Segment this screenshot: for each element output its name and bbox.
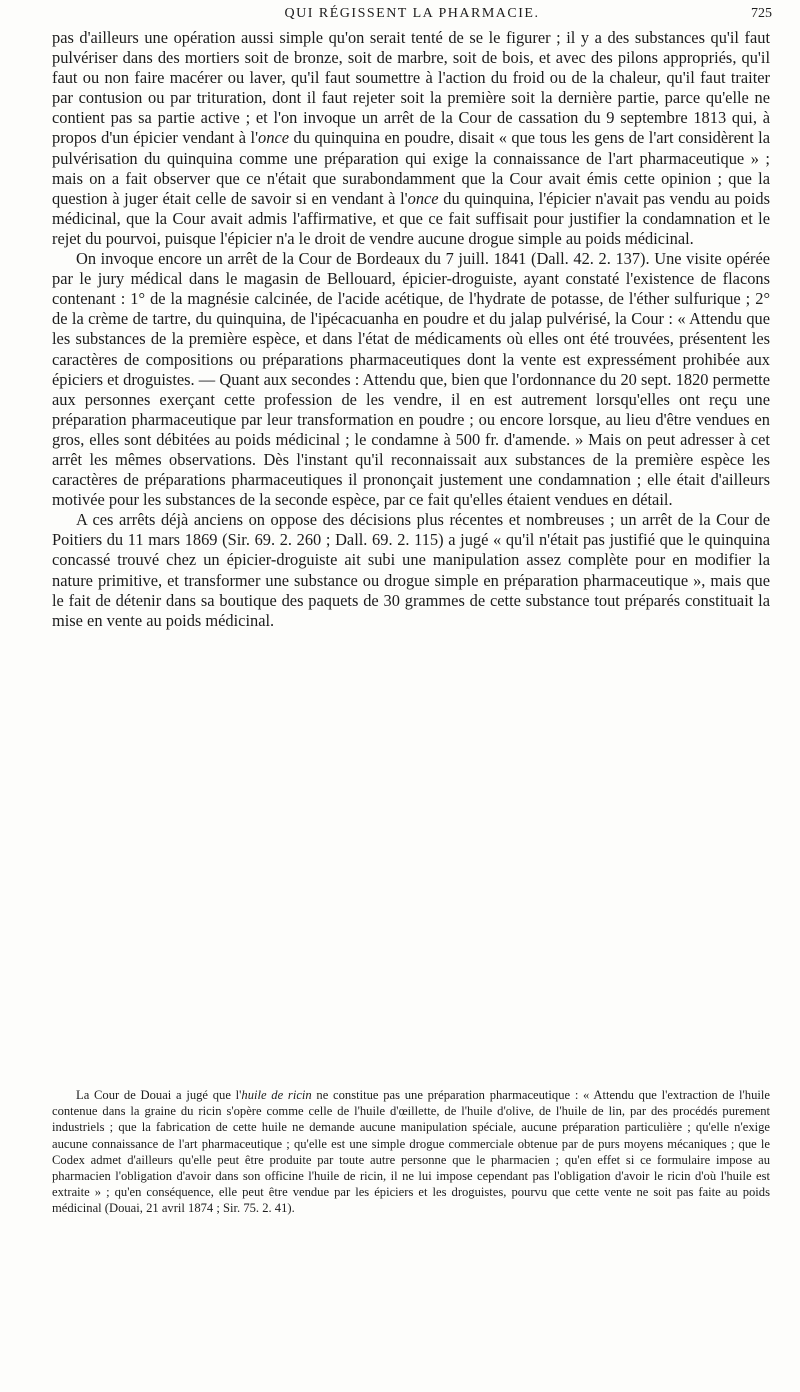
- text-run: du quinquina en poudre, disait « que tous les gens de l'art considèrent la pulvérisation du quinquina comme une préparation qui exige la connaissance de l'art pharmaceutique » ; mais on a fait observer que ce n'était que surabondamment que la Cour avait émis cette opinion ; que la question à juger était celle de savoir si en vendant à l': [52, 128, 770, 208]
- text-run: A ces arrêts déjà anciens on oppose des décisions plus récentes et nombreuses ; un arrêt de la Cour de Poitiers du 11 mars 1869 (Sir. 69. 2. 260 ; Dall. 69. 2. 115) a jugé « qu'il n'était pas justifié que le quinquina concassé trouvé chez un épicier-droguiste ait subi une manipulation assez complète pour en modifier la nature primitive, et transformer une substance ou drogue simple en préparation pharmaceutique », mais que le fait de détenir dans sa boutique des paquets de 30 grammes de cette substance tout préparés constituait la mise en vente au poids médicinal.: [52, 510, 770, 630]
- italic-term-once: once: [258, 128, 289, 148]
- paragraph-3: [52, 510, 770, 631]
- running-title: QUI RÉGISSENT LA PHARMACIE.: [284, 6, 540, 21]
- paragraph-2: [52, 249, 770, 510]
- text-run: pas d'ailleurs une opération aussi simple qu'on serait tenté de se le figurer ; il y a des substances qu'il faut pulvériser dans des mortiers soit de bronze, soit de marbre, soit de bois, et avec des pilons appropriés, qu'il faut ou non faire macérer ou laver, qu'il faut soumettre à l'action du froid ou de la chaleur, qu'il faut traiter par contusion ou par trituration, dont il faut rejeter soit la première soit la dernière partie, parce qu'elle ne contient pas sa partie active ; et l'on invoque un arrêt de la Cour de cassation du 9 septembre 1813 qui, à propos d'un épicier vendant à l': [52, 28, 770, 148]
- running-header: [52, 6, 772, 30]
- text-run: La Cour de Douai a jugé que l': [76, 1088, 242, 1102]
- footnote: [52, 1087, 770, 1217]
- italic-term-once: once: [407, 188, 439, 208]
- page-number: 725: [751, 6, 772, 21]
- text-run: du quinquina, l'épicier n'avait pas vendu au poids médicinal, que la Cour avait admis l'affirmative, et que ce fait suffisait pour justifier la condamnation et le rejet du pourvoi, puisque l'épicier n'a le droit de vendre aucune drogue simple au poids médicinal.: [52, 188, 771, 248]
- text-run: ne constitue pas une préparation pharmaceutique : « Attendu que l'extraction de l'huile contenue dans la graine du ricin s'opère comme celle de l'huile d'œillette, de l'huile d'olive, de l'huile de lin, par des procédés purement industriels ; que la fabrication de cette huile ne demande aucune manipulation spéciale, aucune préparation particulière ; qu'elle n'exige aucune connaissance de l'art pharmaceutique ; qu'elle est une simple drogue commerciale obtenue par de purs moyens mécaniques ; que le Codex admet d'ailleurs qu'elle peut être produite par toute autre personne que le pharmacien ; qu'en effet si ce formulaire impose au pharmacien l'obligation d'avoir dans son officine l'huile de ricin, il ne lui impose cependant pas l'obligation d'avoir le ricin d'où l'huile est extraite » ; qu'en conséquence, elle peut être vendue par les épiciers et les droguistes, pourvu que cette vente ne soit pas faite au poids médicinal (Douai, 21 avril 1874 ; Sir. 75. 2. 41).: [52, 1088, 770, 1216]
- italic-term-huile-de-ricin: huile de ricin: [241, 1088, 312, 1102]
- footnote-paragraph: [52, 1087, 770, 1217]
- text-run: On invoque encore un arrêt de la Cour de Bordeaux du 7 juill. 1841 (Dall. 42. 2. 137). Une visite opérée par le jury médical dans le magasin de Bellouard, épicier-droguiste, ayant constaté l'existence de flacons contenant : 1° de la magnésie calcinée, de l'acide acétique, de l'hydrate de potasse, de l'éther sulfurique ; 2° de la crème de tartre, du quinquina, de l'ipécacuanha en poudre et du jalap pulvérisé, la Cour : « Attendu que les substances de la première espèce, et dans l'état de médicaments où elles ont été trouvées, présentent les caractères de compositions ou préparations pharmaceutiques dont la vente est expressément prohibée aux épiciers et droguistes. — Quant aux secondes : Attendu que, bien que l'ordonnance du 20 sept. 1820 permette aux personnes exerçant cette profession de les vendre, il en est autrement lorsqu'elles ont reçu une préparation pharmaceutique par leur transformation en poudre ; ou encore lorsque, au lieu d'être vendues en gros, elles sont débitées au poids médicinal ; le condamne à 500 fr. d'amende. » Mais on peut adresser à cet arrêt les mêmes observations. Dès l'instant qu'il reconnaissait aux substances de la première espèce les caractères de préparations pharmaceutiques il prononçait justement une condamnation ; elle était d'ailleurs motivée pour les substances de la seconde espèce, par ce fait qu'elles étaient vendues en détail.: [52, 249, 770, 510]
- paragraph-1: [52, 28, 770, 249]
- main-text: [52, 28, 770, 631]
